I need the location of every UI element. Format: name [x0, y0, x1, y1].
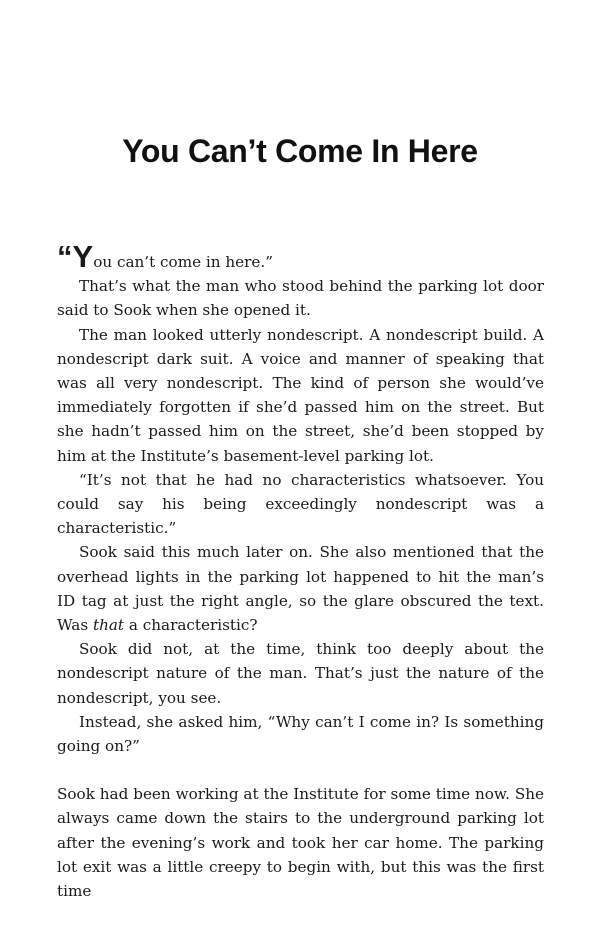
paragraph: Instead, she asked him, “Why can’t I come in? Is something going on?” [57, 712, 544, 756]
drop-cap: “Y [57, 239, 94, 274]
body-text [57, 239, 544, 903]
paragraph: The man looked utterly nondescript. A nondescript build. A nondescript dark suit. A voice and manner of speaking that was all very nondescript. The kind of person she would’ve immediately forgotten if she’d passed him on the street. But she hadn’t passed him on the street, she’d been stopped by him at the Institute’s basement-level parking lot. [57, 325, 544, 465]
chapter-title: You Can’t Come In Here [122, 133, 478, 169]
paragraph-tail: a characteristic? [124, 616, 258, 635]
section-paragraph: Sook had been working at the Institute for some time now. She always came down the stairs to the underground parking lot after the evening’s work and took her car home. The parking lot exit was a little creepy to begin with, but this was the first time [57, 785, 544, 901]
opening-text: ou can’t come in here.” [93, 253, 273, 271]
paragraph [57, 540, 544, 637]
paragraph: That’s what the man who stood behind the parking lot door said to Sook when she opened it. [57, 277, 544, 320]
paragraph-text: Sook said this much later on. She also mentioned that the overhead lights in the parking lot happened to hit the man’s ID tag at just the right angle, so the glare obscured the text. Was [57, 543, 544, 635]
paragraph: “It’s not that he had no characteristics whatsoever. You could say his being exceedingly nondescript was a characteristic.” [57, 470, 544, 538]
italic-word: that [92, 616, 125, 635]
opening-paragraph [57, 239, 544, 274]
section-break [57, 758, 544, 782]
paragraph: Sook did not, at the time, think too deeply about the nondescript nature of the man. That’s just the nature of the nondescript, you see. [57, 640, 544, 707]
